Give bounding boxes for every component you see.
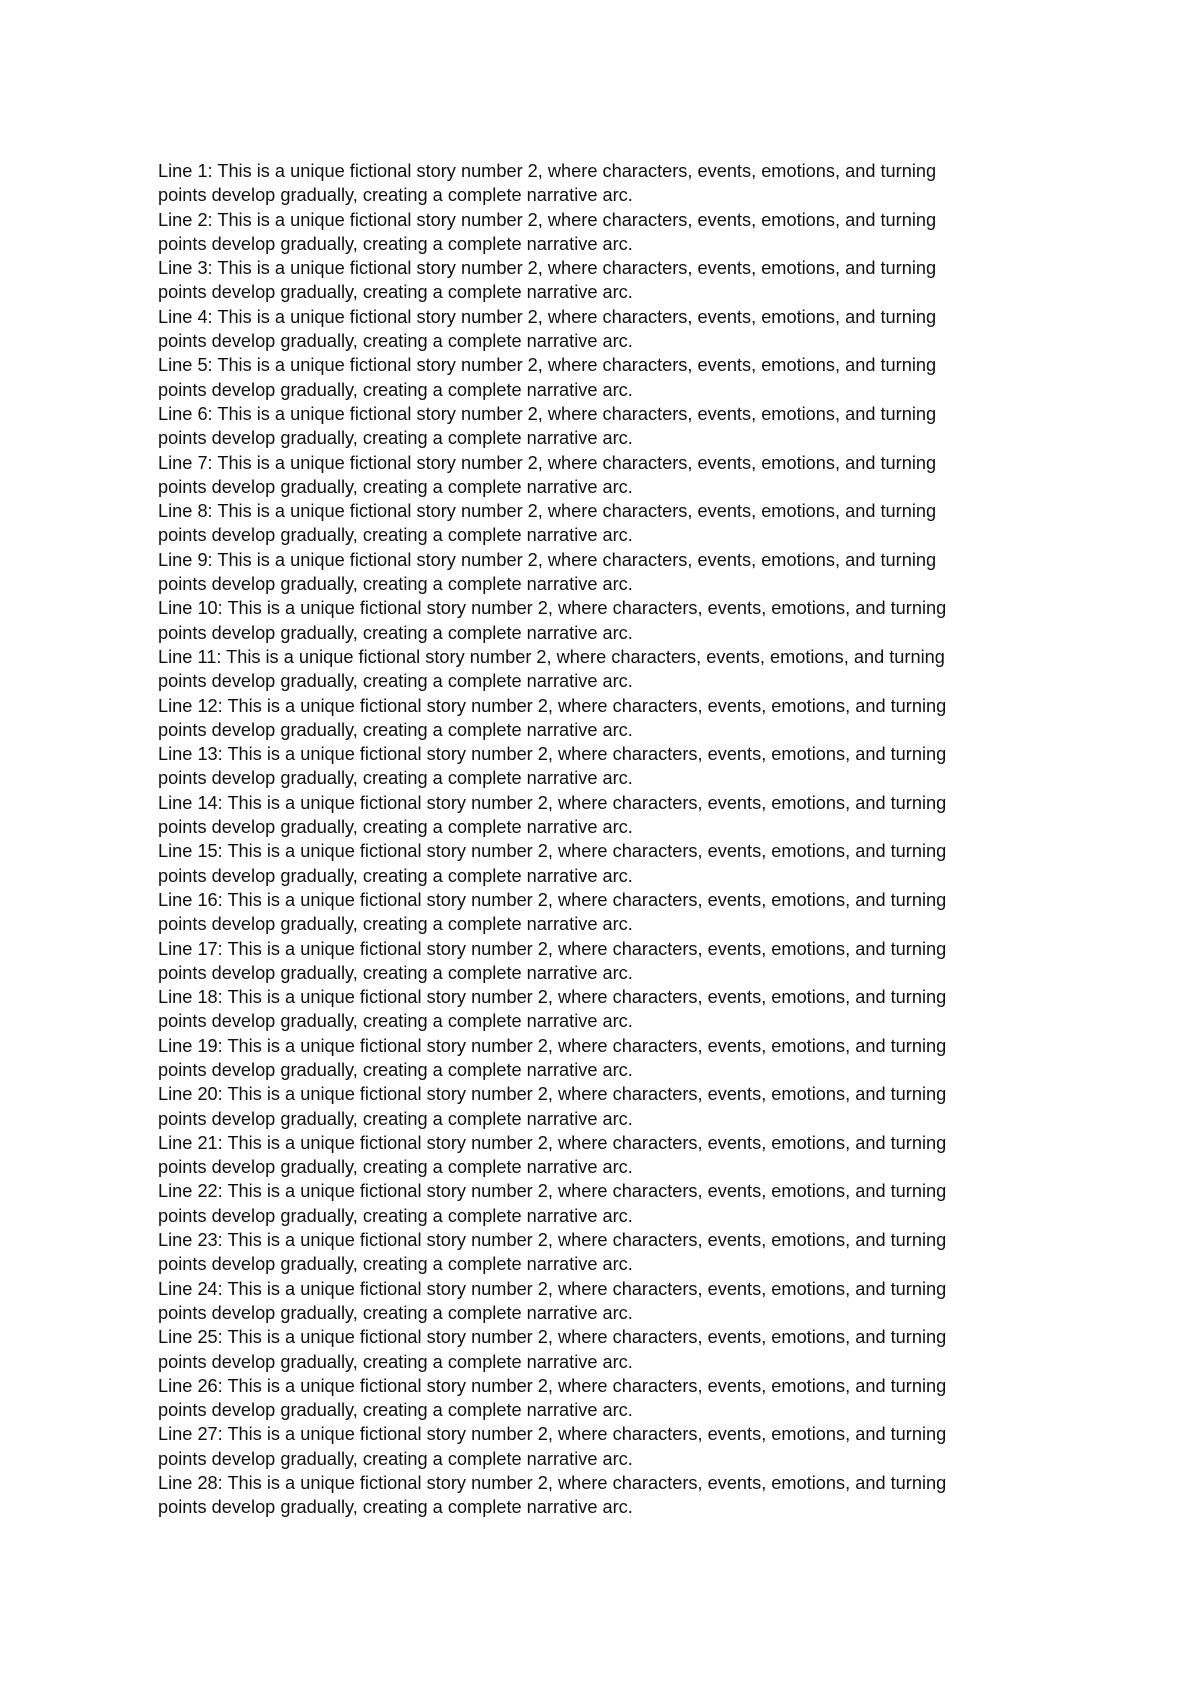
- paragraph-line-first: Line 14: This is a unique fictional story number 2, where characters, events, emotions, and turning: [158, 792, 947, 813]
- paragraph-line-first: Line 7: This is a unique fictional story number 2, where characters, events, emotions, and turning: [158, 452, 937, 473]
- paragraph: [158, 499, 1058, 548]
- paragraph-line-first: Line 16: This is a unique fictional story number 2, where characters, events, emotions, and turning: [158, 889, 947, 910]
- paragraph: [158, 1034, 1058, 1083]
- paragraph: [158, 742, 1058, 791]
- paragraph-line-second: points develop gradually, creating a complete narrative arc.: [158, 1108, 633, 1129]
- paragraph: [158, 1374, 1058, 1423]
- paragraph: [158, 1471, 1058, 1520]
- paragraph: [158, 1325, 1058, 1374]
- paragraph: [158, 159, 1058, 208]
- paragraph-line-second: points develop gradually, creating a complete narrative arc.: [158, 1157, 633, 1178]
- paragraph-line-first: Line 3: This is a unique fictional story number 2, where characters, events, emotions, and turning: [158, 258, 937, 279]
- paragraph-line-second: points develop gradually, creating a complete narrative arc.: [158, 185, 633, 206]
- paragraph-line-first: Line 13: This is a unique fictional story number 2, where characters, events, emotions, and turning: [158, 744, 947, 765]
- paragraph: [158, 1179, 1058, 1228]
- paragraph-line-second: points develop gradually, creating a complete narrative arc.: [158, 379, 633, 400]
- paragraph-line-second: points develop gradually, creating a complete narrative arc.: [158, 1205, 633, 1226]
- paragraph-line-second: points develop gradually, creating a complete narrative arc.: [158, 1254, 633, 1275]
- paragraph-line-second: points develop gradually, creating a complete narrative arc.: [158, 476, 633, 497]
- paragraph: [158, 985, 1058, 1034]
- paragraph-line-first: Line 11: This is a unique fictional story number 2, where characters, events, emotions, and turning: [158, 646, 945, 667]
- paragraph-line-second: points develop gradually, creating a complete narrative arc.: [158, 719, 633, 740]
- paragraph-line-first: Line 2: This is a unique fictional story number 2, where characters, events, emotions, and turning: [158, 209, 937, 230]
- paragraph: [158, 645, 1058, 694]
- paragraph-line-second: points develop gradually, creating a complete narrative arc.: [158, 1497, 633, 1518]
- paragraph-line-first: Line 4: This is a unique fictional story number 2, where characters, events, emotions, and turning: [158, 306, 937, 327]
- paragraph: [158, 1082, 1058, 1131]
- paragraph-line-second: points develop gradually, creating a complete narrative arc.: [158, 574, 633, 595]
- paragraph-line-first: Line 17: This is a unique fictional story number 2, where characters, events, emotions, and turning: [158, 938, 947, 959]
- paragraph-line-first: Line 12: This is a unique fictional story number 2, where characters, events, emotions, and turning: [158, 695, 947, 716]
- paragraph-line-first: Line 18: This is a unique fictional story number 2, where characters, events, emotions, and turning: [158, 987, 947, 1008]
- paragraph-line-second: points develop gradually, creating a complete narrative arc.: [158, 1400, 633, 1421]
- paragraph-line-first: Line 5: This is a unique fictional story number 2, where characters, events, emotions, and turning: [158, 355, 937, 376]
- paragraph-line-first: Line 24: This is a unique fictional story number 2, where characters, events, emotions, and turning: [158, 1278, 947, 1299]
- paragraph-line-first: Line 20: This is a unique fictional story number 2, where characters, events, emotions, and turning: [158, 1084, 947, 1105]
- paragraph: [158, 451, 1058, 500]
- paragraph: [158, 548, 1058, 597]
- paragraph: [158, 791, 1058, 840]
- paragraph-line-second: points develop gradually, creating a complete narrative arc.: [158, 1351, 633, 1372]
- paragraph-line-second: points develop gradually, creating a complete narrative arc.: [158, 671, 633, 692]
- paragraph: [158, 694, 1058, 743]
- paragraph-line-first: Line 22: This is a unique fictional story number 2, where characters, events, emotions, and turning: [158, 1181, 947, 1202]
- paragraph-line-first: Line 8: This is a unique fictional story number 2, where characters, events, emotions, and turning: [158, 501, 937, 522]
- paragraph-line-second: points develop gradually, creating a complete narrative arc.: [158, 622, 633, 643]
- paragraph-line-first: Line 1: This is a unique fictional story number 2, where characters, events, emotions, and turning: [158, 161, 937, 181]
- paragraph-line-first: Line 6: This is a unique fictional story number 2, where characters, events, emotions, and turning: [158, 403, 937, 424]
- paragraph-line-second: points develop gradually, creating a complete narrative arc.: [158, 914, 633, 935]
- paragraph-line-second: points develop gradually, creating a complete narrative arc.: [158, 962, 633, 983]
- paragraph: [158, 596, 1058, 645]
- paragraph-line-second: points develop gradually, creating a complete narrative arc.: [158, 1302, 633, 1323]
- paragraph-line-first: Line 27: This is a unique fictional story number 2, where characters, events, emotions, and turning: [158, 1424, 947, 1445]
- paragraph-line-second: points develop gradually, creating a complete narrative arc.: [158, 282, 633, 303]
- document-body: [158, 159, 1058, 1520]
- paragraph: [158, 888, 1058, 937]
- paragraph: [158, 1277, 1058, 1326]
- paragraph: [158, 1131, 1058, 1180]
- paragraph-line-first: Line 25: This is a unique fictional story number 2, where characters, events, emotions, and turning: [158, 1327, 947, 1348]
- paragraph-line-second: points develop gradually, creating a complete narrative arc.: [158, 331, 633, 352]
- paragraph-line-second: points develop gradually, creating a complete narrative arc.: [158, 768, 633, 789]
- paragraph: [158, 1422, 1058, 1471]
- paragraph-line-second: points develop gradually, creating a complete narrative arc.: [158, 428, 633, 449]
- paragraph-line-second: points develop gradually, creating a complete narrative arc.: [158, 1011, 633, 1032]
- paragraph-line-second: points develop gradually, creating a complete narrative arc.: [158, 1448, 633, 1469]
- paragraph: [158, 256, 1058, 305]
- paragraph-line-second: points develop gradually, creating a complete narrative arc.: [158, 865, 633, 886]
- paragraph-line-first: Line 10: This is a unique fictional story number 2, where characters, events, emotions, and turning: [158, 598, 947, 619]
- paragraph: [158, 1228, 1058, 1277]
- paragraph-line-second: points develop gradually, creating a complete narrative arc.: [158, 525, 633, 546]
- paragraph: [158, 402, 1058, 451]
- paragraph: [158, 937, 1058, 986]
- paragraph-line-second: points develop gradually, creating a complete narrative arc.: [158, 1059, 633, 1080]
- paragraph: [158, 839, 1058, 888]
- paragraph: [158, 305, 1058, 354]
- paragraph-line-first: Line 15: This is a unique fictional story number 2, where characters, events, emotions, and turning: [158, 841, 947, 862]
- paragraph: [158, 353, 1058, 402]
- paragraph-line-first: Line 9: This is a unique fictional story number 2, where characters, events, emotions, and turning: [158, 549, 937, 570]
- paragraph-line-first: Line 23: This is a unique fictional story number 2, where characters, events, emotions, and turning: [158, 1230, 947, 1251]
- paragraph-line-second: points develop gradually, creating a complete narrative arc.: [158, 233, 633, 254]
- paragraph: [158, 208, 1058, 257]
- paragraph-line-first: Line 21: This is a unique fictional story number 2, where characters, events, emotions, and turning: [158, 1132, 947, 1153]
- paragraph-line-second: points develop gradually, creating a complete narrative arc.: [158, 817, 633, 838]
- paragraph-line-first: Line 26: This is a unique fictional story number 2, where characters, events, emotions, and turning: [158, 1375, 947, 1396]
- paragraph-line-first: Line 19: This is a unique fictional story number 2, where characters, events, emotions, and turning: [158, 1035, 947, 1056]
- paragraph-line-first: Line 28: This is a unique fictional story number 2, where characters, events, emotions, and turning: [158, 1473, 947, 1494]
